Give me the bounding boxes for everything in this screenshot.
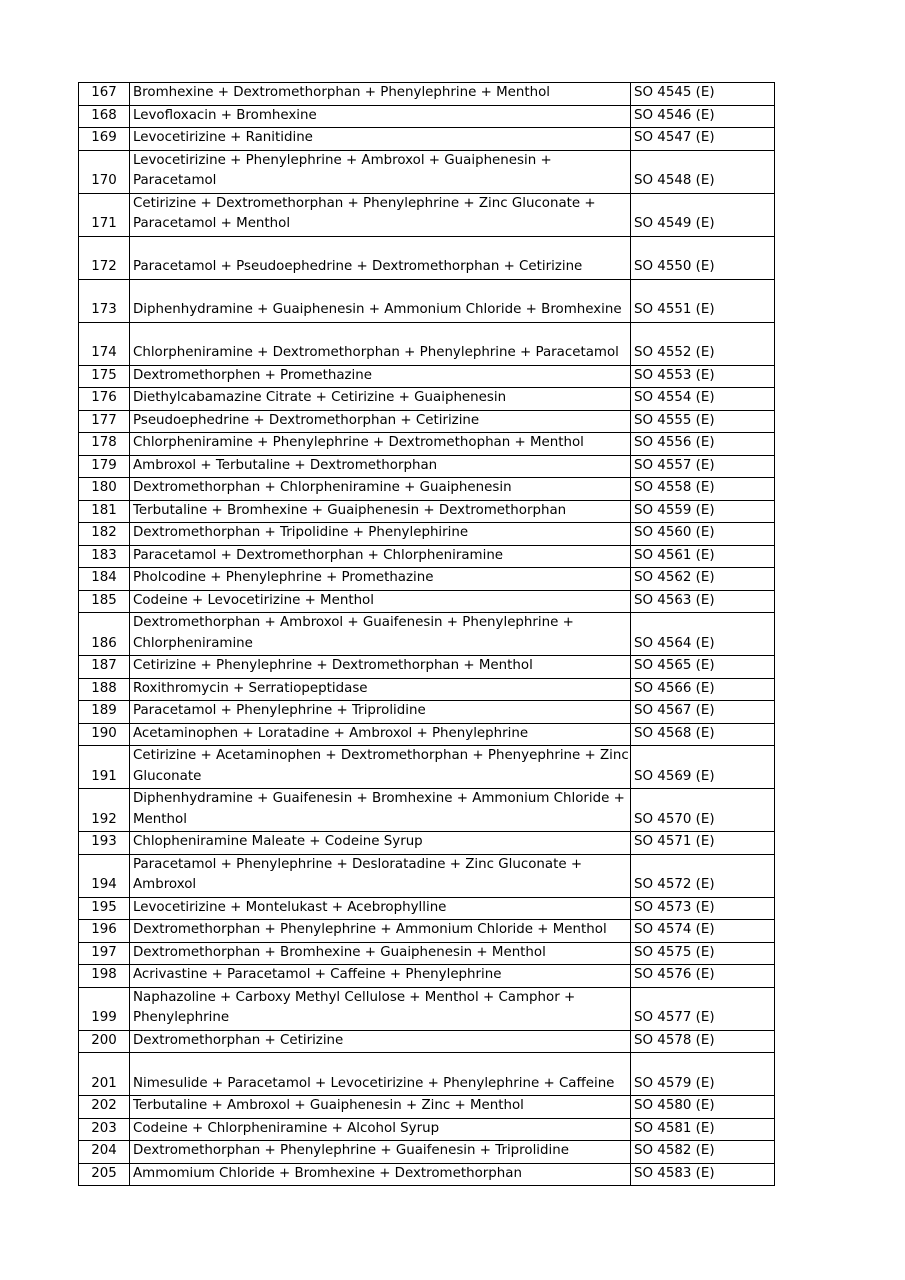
order-number-cell: SO 4582 (E) <box>631 1141 775 1164</box>
serial-number-cell: 200 <box>79 1030 130 1053</box>
serial-number-cell: 202 <box>79 1096 130 1119</box>
combination-cell: Acetaminophen + Loratadine + Ambroxol + Phenylephrine <box>130 723 631 746</box>
order-number-cell: SO 4577 (E) <box>631 987 775 1030</box>
combination-cell: Dextromethorphan + Tripolidine + Phenylephirine <box>130 523 631 546</box>
order-number-cell: SO 4565 (E) <box>631 656 775 679</box>
table-row <box>79 942 775 965</box>
table-row <box>79 965 775 988</box>
combination-cell: Dextromethorphan + Chlorpheniramine + Guaiphenesin <box>130 478 631 501</box>
table-row <box>79 723 775 746</box>
table-row <box>79 388 775 411</box>
order-number-cell: SO 4553 (E) <box>631 365 775 388</box>
table-row <box>79 322 775 365</box>
combination-cell: Pseudoephedrine + Dextromethorphan + Cetirizine <box>130 410 631 433</box>
combination-cell: Codeine + Levocetirizine + Menthol <box>130 590 631 613</box>
order-number-cell: SO 4568 (E) <box>631 723 775 746</box>
order-number-cell: SO 4569 (E) <box>631 746 775 789</box>
table-body <box>79 83 775 1186</box>
table-row <box>79 1163 775 1186</box>
order-number-cell: SO 4560 (E) <box>631 523 775 546</box>
combination-cell: Levocetirizine + Montelukast + Acebrophylline <box>130 897 631 920</box>
order-number-cell: SO 4583 (E) <box>631 1163 775 1186</box>
table-row <box>79 105 775 128</box>
serial-number-cell: 174 <box>79 322 130 365</box>
serial-number-cell: 199 <box>79 987 130 1030</box>
order-number-cell: SO 4566 (E) <box>631 678 775 701</box>
combination-cell: Dextromethorphan + Phenylephrine + Ammonium Chloride + Menthol <box>130 920 631 943</box>
serial-number-cell: 175 <box>79 365 130 388</box>
order-number-cell: SO 4548 (E) <box>631 150 775 193</box>
table-row <box>79 1118 775 1141</box>
serial-number-cell: 183 <box>79 545 130 568</box>
order-number-cell: SO 4579 (E) <box>631 1053 775 1096</box>
table-row <box>79 83 775 106</box>
table-row <box>79 478 775 501</box>
combination-cell: Levocetirizine + Ranitidine <box>130 128 631 151</box>
table-row <box>79 523 775 546</box>
table-row <box>79 150 775 193</box>
order-number-cell: SO 4573 (E) <box>631 897 775 920</box>
serial-number-cell: 170 <box>79 150 130 193</box>
serial-number-cell: 169 <box>79 128 130 151</box>
serial-number-cell: 201 <box>79 1053 130 1096</box>
order-number-cell: SO 4547 (E) <box>631 128 775 151</box>
order-number-cell: SO 4572 (E) <box>631 854 775 897</box>
order-number-cell: SO 4575 (E) <box>631 942 775 965</box>
table-row <box>79 128 775 151</box>
serial-number-cell: 194 <box>79 854 130 897</box>
serial-number-cell: 181 <box>79 500 130 523</box>
combination-cell: Chlopheniramine Maleate + Codeine Syrup <box>130 832 631 855</box>
order-number-cell: SO 4557 (E) <box>631 455 775 478</box>
combination-cell: Diphenhydramine + Guaifenesin + Bromhexine + Ammonium Chloride + Menthol <box>130 789 631 832</box>
serial-number-cell: 198 <box>79 965 130 988</box>
order-number-cell: SO 4578 (E) <box>631 1030 775 1053</box>
serial-number-cell: 186 <box>79 613 130 656</box>
table-row <box>79 854 775 897</box>
table-row <box>79 433 775 456</box>
table-row <box>79 897 775 920</box>
order-number-cell: SO 4574 (E) <box>631 920 775 943</box>
combination-cell: Nimesulide + Paracetamol + Levocetirizine + Phenylephrine + Caffeine <box>130 1053 631 1096</box>
table-row <box>79 455 775 478</box>
serial-number-cell: 190 <box>79 723 130 746</box>
serial-number-cell: 204 <box>79 1141 130 1164</box>
combination-cell: Bromhexine + Dextromethorphan + Phenylephrine + Menthol <box>130 83 631 106</box>
table-row <box>79 193 775 236</box>
table-row <box>79 987 775 1030</box>
combination-cell: Ambroxol + Terbutaline + Dextromethorphan <box>130 455 631 478</box>
table-row <box>79 678 775 701</box>
serial-number-cell: 172 <box>79 236 130 279</box>
combination-cell: Terbutaline + Bromhexine + Guaiphenesin + Dextromethorphan <box>130 500 631 523</box>
table-row <box>79 410 775 433</box>
table-row <box>79 365 775 388</box>
table-row <box>79 832 775 855</box>
order-number-cell: SO 4552 (E) <box>631 322 775 365</box>
serial-number-cell: 195 <box>79 897 130 920</box>
serial-number-cell: 167 <box>79 83 130 106</box>
order-number-cell: SO 4559 (E) <box>631 500 775 523</box>
serial-number-cell: 185 <box>79 590 130 613</box>
order-number-cell: SO 4571 (E) <box>631 832 775 855</box>
table-row <box>79 746 775 789</box>
order-number-cell: SO 4556 (E) <box>631 433 775 456</box>
combination-cell: Levofloxacin + Bromhexine <box>130 105 631 128</box>
order-number-cell: SO 4563 (E) <box>631 590 775 613</box>
order-number-cell: SO 4558 (E) <box>631 478 775 501</box>
combination-cell: Chlorpheniramine + Phenylephrine + Dextromethophan + Menthol <box>130 433 631 456</box>
serial-number-cell: 176 <box>79 388 130 411</box>
order-number-cell: SO 4561 (E) <box>631 545 775 568</box>
combination-cell: Dextromethorphan + Bromhexine + Guaiphenesin + Menthol <box>130 942 631 965</box>
order-number-cell: SO 4555 (E) <box>631 410 775 433</box>
table-row <box>79 1053 775 1096</box>
serial-number-cell: 193 <box>79 832 130 855</box>
combination-cell: Paracetamol + Dextromethorphan + Chlorpheniramine <box>130 545 631 568</box>
table-row <box>79 568 775 591</box>
serial-number-cell: 173 <box>79 279 130 322</box>
combination-cell: Naphazoline + Carboxy Methyl Cellulose + Menthol + Camphor + Phenylephrine <box>130 987 631 1030</box>
serial-number-cell: 203 <box>79 1118 130 1141</box>
combination-cell: Acrivastine + Paracetamol + Caffeine + Phenylephrine <box>130 965 631 988</box>
order-number-cell: SO 4562 (E) <box>631 568 775 591</box>
order-number-cell: SO 4581 (E) <box>631 1118 775 1141</box>
table-row <box>79 1030 775 1053</box>
serial-number-cell: 168 <box>79 105 130 128</box>
combination-cell: Codeine + Chlorpheniramine + Alcohol Syrup <box>130 1118 631 1141</box>
table-row <box>79 236 775 279</box>
combination-cell: Cetirizine + Dextromethorphan + Phenylephrine + Zinc Gluconate + Paracetamol + Menthol <box>130 193 631 236</box>
combination-cell: Terbutaline + Ambroxol + Guaiphenesin + Zinc + Menthol <box>130 1096 631 1119</box>
order-number-cell: SO 4567 (E) <box>631 701 775 724</box>
combination-cell: Cetirizine + Acetaminophen + Dextromethorphan + Phenyephrine + Zinc Gluconate <box>130 746 631 789</box>
serial-number-cell: 178 <box>79 433 130 456</box>
order-number-cell: SO 4564 (E) <box>631 613 775 656</box>
serial-number-cell: 197 <box>79 942 130 965</box>
combination-cell: Roxithromycin + Serratiopeptidase <box>130 678 631 701</box>
order-number-cell: SO 4551 (E) <box>631 279 775 322</box>
table-row <box>79 1141 775 1164</box>
serial-number-cell: 182 <box>79 523 130 546</box>
serial-number-cell: 191 <box>79 746 130 789</box>
serial-number-cell: 196 <box>79 920 130 943</box>
table-row <box>79 656 775 679</box>
table-row <box>79 613 775 656</box>
combination-cell: Dextromethorphan + Ambroxol + Guaifenesin + Phenylephrine + Chlorpheniramine <box>130 613 631 656</box>
serial-number-cell: 189 <box>79 701 130 724</box>
combination-cell: Paracetamol + Pseudoephedrine + Dextromethorphan + Cetirizine <box>130 236 631 279</box>
table-row <box>79 1096 775 1119</box>
serial-number-cell: 192 <box>79 789 130 832</box>
combination-cell: Dextromethorphan + Cetirizine <box>130 1030 631 1053</box>
combination-cell: Diphenhydramine + Guaiphenesin + Ammonium Chloride + Bromhexine <box>130 279 631 322</box>
table-row <box>79 590 775 613</box>
serial-number-cell: 184 <box>79 568 130 591</box>
order-number-cell: SO 4546 (E) <box>631 105 775 128</box>
order-number-cell: SO 4550 (E) <box>631 236 775 279</box>
order-number-cell: SO 4545 (E) <box>631 83 775 106</box>
combination-cell: Diethylcabamazine Citrate + Cetirizine + Guaiphenesin <box>130 388 631 411</box>
combination-cell: Paracetamol + Phenylephrine + Desloratadine + Zinc Gluconate + Ambroxol <box>130 854 631 897</box>
serial-number-cell: 180 <box>79 478 130 501</box>
table-row <box>79 545 775 568</box>
serial-number-cell: 179 <box>79 455 130 478</box>
combination-cell: Chlorpheniramine + Dextromethorphan + Phenylephrine + Paracetamol <box>130 322 631 365</box>
fdc-table <box>78 82 775 1186</box>
combination-cell: Cetirizine + Phenylephrine + Dextromethorphan + Menthol <box>130 656 631 679</box>
table-row <box>79 789 775 832</box>
combination-cell: Pholcodine + Phenylephrine + Promethazine <box>130 568 631 591</box>
serial-number-cell: 188 <box>79 678 130 701</box>
combination-cell: Dextromethorphan + Phenylephrine + Guaifenesin + Triprolidine <box>130 1141 631 1164</box>
table-row <box>79 920 775 943</box>
serial-number-cell: 205 <box>79 1163 130 1186</box>
table-row <box>79 701 775 724</box>
serial-number-cell: 187 <box>79 656 130 679</box>
order-number-cell: SO 4570 (E) <box>631 789 775 832</box>
order-number-cell: SO 4554 (E) <box>631 388 775 411</box>
table-row <box>79 500 775 523</box>
table-row <box>79 279 775 322</box>
combination-cell: Paracetamol + Phenylephrine + Triprolidine <box>130 701 631 724</box>
combination-cell: Ammomium Chloride + Bromhexine + Dextromethorphan <box>130 1163 631 1186</box>
serial-number-cell: 177 <box>79 410 130 433</box>
combination-cell: Dextromethorphen + Promethazine <box>130 365 631 388</box>
order-number-cell: SO 4549 (E) <box>631 193 775 236</box>
order-number-cell: SO 4580 (E) <box>631 1096 775 1119</box>
combination-cell: Levocetirizine + Phenylephrine + Ambroxol + Guaiphenesin + Paracetamol <box>130 150 631 193</box>
serial-number-cell: 171 <box>79 193 130 236</box>
order-number-cell: SO 4576 (E) <box>631 965 775 988</box>
